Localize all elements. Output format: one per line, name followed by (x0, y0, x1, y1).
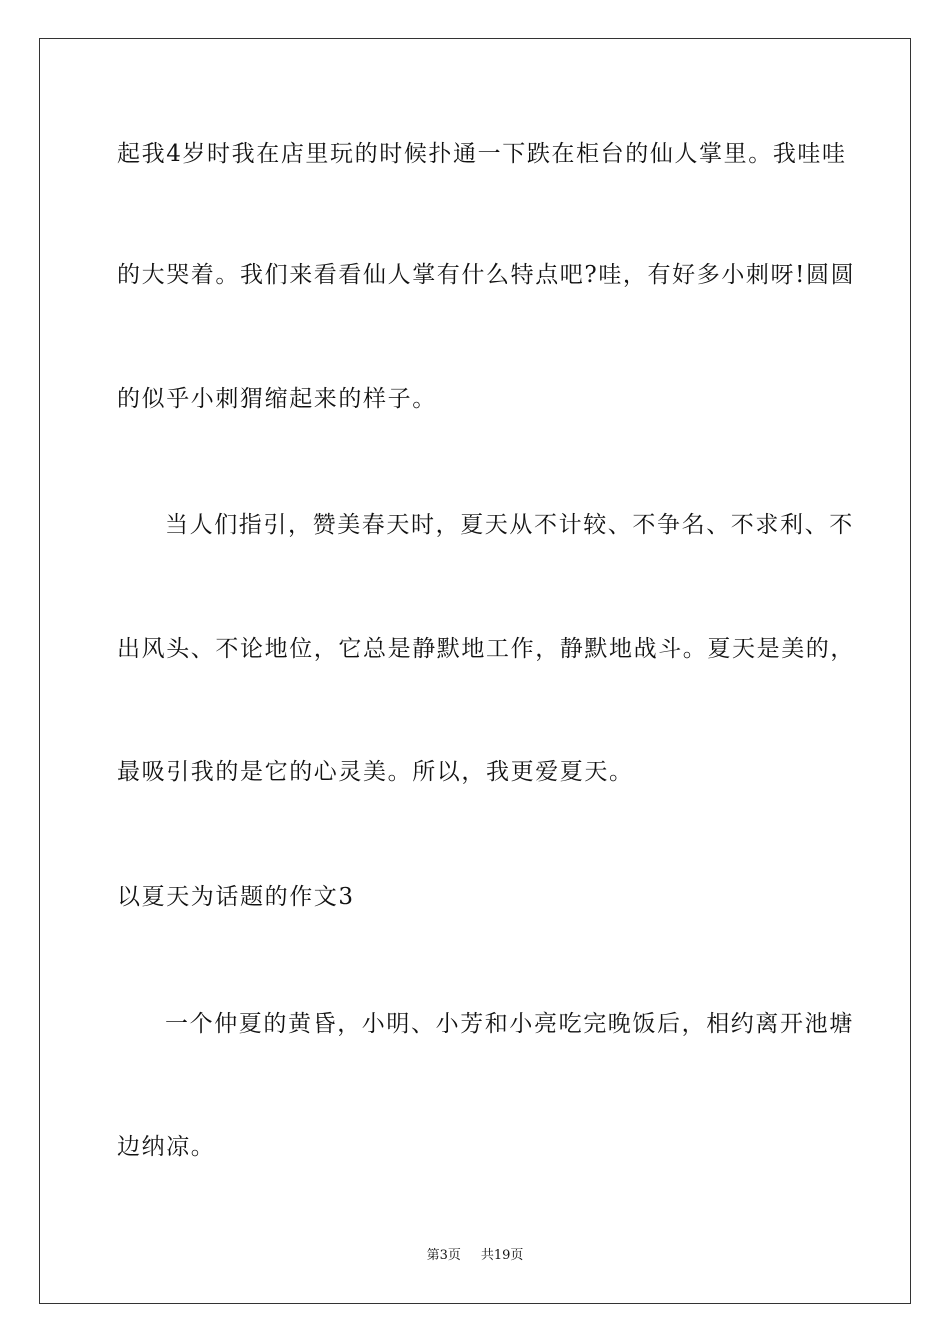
text-line: 的似乎小刺猬缩起来的样子。 (117, 386, 437, 412)
paragraph-start-line: 当人们指引，赞美春天时，夏天从不计较、不争名、不求利、不 (165, 512, 854, 538)
text-line: 出风头、不论地位，它总是静默地工作，静默地战斗。夏天是美的， (117, 636, 855, 662)
text-line: 边纳凉。 (117, 1134, 216, 1160)
page-footer (0, 1247, 950, 1265)
section-heading: 以夏天为话题的作文3 (117, 884, 355, 910)
total-pages: 共19页 (480, 1248, 524, 1263)
text-line: 最吸引我的是它的心灵美。所以，我更爱夏天。 (117, 759, 634, 785)
page-number: 第3页 (426, 1248, 461, 1263)
text-line: 的大哭着。我们来看看仙人掌有什么特点吧?哇，有好多小刺呀!圆圆 (117, 262, 856, 288)
text-line: 起我4岁时我在店里玩的时候扑通一下跌在柜台的仙人掌里。我哇哇 (117, 141, 847, 167)
page-border (39, 38, 911, 1304)
paragraph-start-line: 一个仲夏的黄昏，小明、小芳和小亮吃完晚饭后，相约离开池塘 (165, 1011, 854, 1037)
